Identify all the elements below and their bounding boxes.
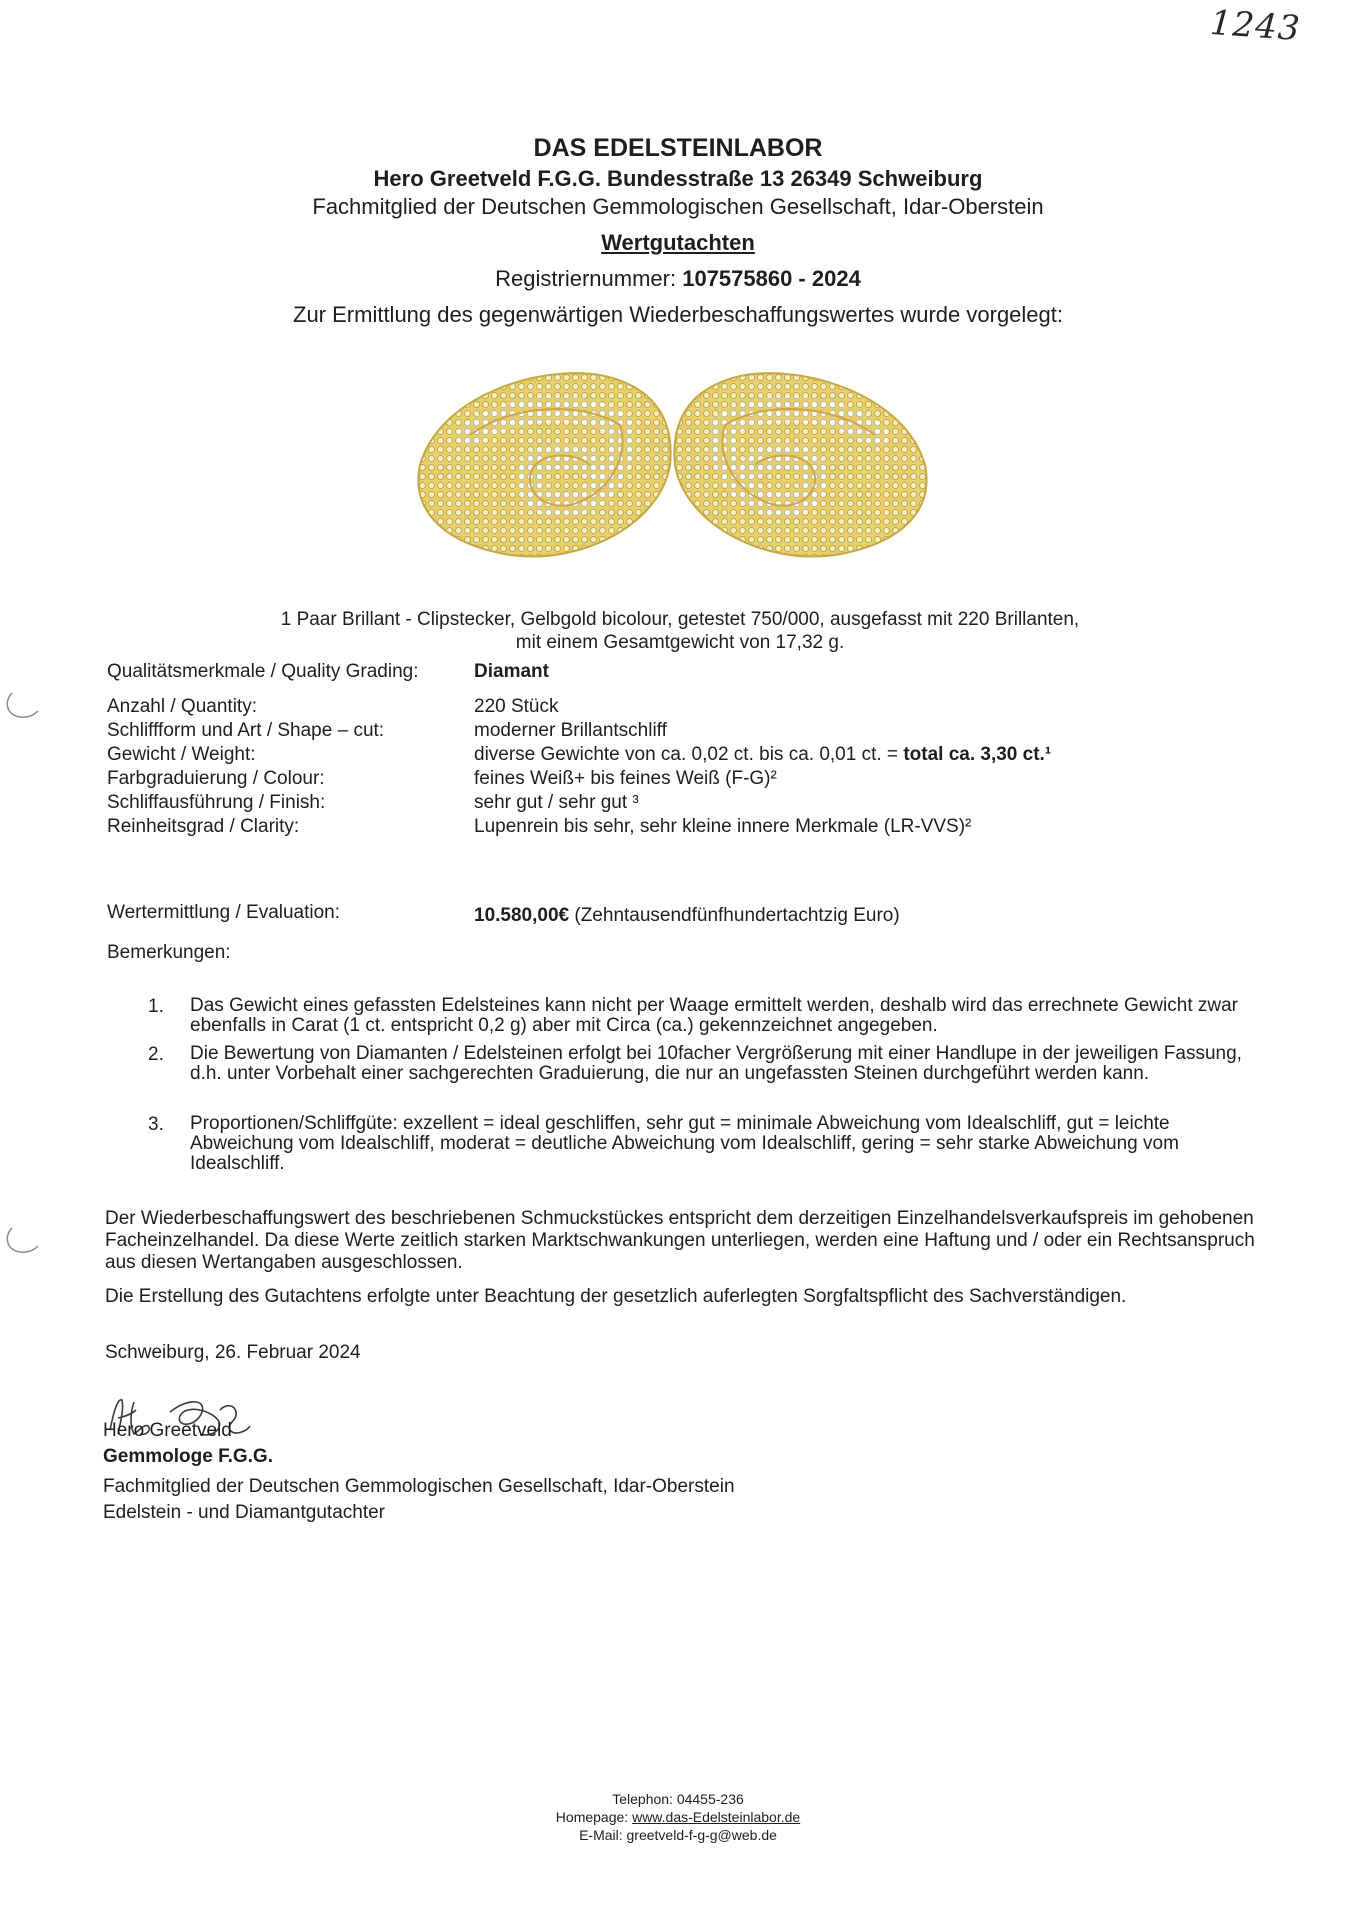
- colour-label: Farbgraduierung / Colour:: [107, 768, 325, 789]
- weight-range: diverse Gewichte von ca. 0,02 ct. bis ca. 0,01 ct. =: [474, 744, 904, 765]
- shape-label: Schliffform und Art / Shape – cut:: [107, 720, 385, 741]
- evaluation-label: Wertermittlung / Evaluation:: [107, 902, 341, 923]
- lab-name: DAS EDELSTEINLABOR: [533, 134, 823, 162]
- colour-value: feines Weiß+ bis feines Weiß (F-G)²: [474, 768, 777, 789]
- lab-membership: Fachmitglied der Deutschen Gemmologischen Gesellschaft, Idar-Oberstein: [312, 194, 1044, 219]
- signer-name: Hero Greetveld: [103, 1420, 232, 1441]
- registration-number: 107575860 - 2024: [682, 266, 861, 291]
- registration: [0, 266, 1356, 292]
- contact-footer: [0, 1790, 1356, 1844]
- note-number: 3.: [148, 1114, 164, 1135]
- note-number: 2.: [148, 1044, 164, 1065]
- quantity-value: 220 Stück: [474, 696, 559, 717]
- note-text: Das Gewicht eines gefassten Edelsteines kann nicht per Waage ermittelt werden, deshalb wird das errechnete Gewicht zwar ebenfalls in Carat (1 ct. entspricht 0,2 g) aber mit Circa (ca.) gekennzeichnet angegeben.: [190, 995, 1238, 1036]
- finish-label: Schliffausführung / Finish:: [107, 792, 326, 813]
- registration-label: Registriernummer:: [495, 266, 683, 291]
- lab-address: Hero Greetveld F.G.G. Bundesstraße 13 26349 Schweiburg: [373, 166, 983, 191]
- note-text: Proportionen/Schliffgüte: exzellent = ideal geschliffen, sehr gut = minimale Abweichung vom Idealschliff, gut = leichte Abweichung vom Idealschliff, moderat = deutliche Abweichung vom Idealschliff, gering = sehr starke Abweichung vom Idealschliff.: [190, 1113, 1179, 1174]
- signer-membership: Fachmitglied der Deutschen Gemmologischen Gesellschaft, Idar-Oberstein: [103, 1476, 735, 1497]
- intro-text: Zur Ermittlung des gegenwärtigen Wiederbeschaffungswertes wurde vorgelegt:: [293, 302, 1063, 327]
- signer-role: Edelstein - und Diamantgutachter: [103, 1502, 385, 1523]
- note-number: 1.: [148, 996, 164, 1017]
- weight-total: total ca. 3,30 ct.¹: [903, 744, 1052, 765]
- evaluation-amount: 10.580,00€: [474, 905, 570, 926]
- finish-value: sehr gut / sehr gut ³: [474, 792, 639, 813]
- clarity-label: Reinheitsgrad / Clarity:: [107, 816, 300, 837]
- grading-label: Qualitätsmerkmale / Quality Grading:: [107, 661, 419, 682]
- evaluation-amount-words: (Zehntausendfünfhundertachtzig Euro): [569, 905, 900, 926]
- weight-value: [474, 744, 1051, 766]
- item-description: [210, 608, 1150, 654]
- earring-left: [418, 373, 670, 556]
- quantity-label: Anzahl / Quantity:: [107, 696, 257, 717]
- punch-hole-top: [2, 685, 42, 725]
- signer-title: Gemmologe F.G.G.: [103, 1446, 273, 1467]
- shape-value: moderner Brillantschliff: [474, 720, 667, 741]
- contact-homepage: [0, 1808, 1356, 1826]
- item-description-line2: mit einem Gesamtgewicht von 17,32 g.: [515, 632, 845, 653]
- earring-right: [674, 373, 926, 556]
- remarks-label: Bemerkungen:: [107, 942, 231, 963]
- document-type: Wertgutachten: [601, 230, 755, 255]
- grading-value: Diamant: [474, 661, 549, 682]
- punch-hole-bottom: [2, 1220, 42, 1260]
- item-description-line1: 1 Paar Brillant - Clipstecker, Gelbgold bicolour, getestet 750/000, ausgefasst mit 220 Brillanten,: [280, 609, 1080, 630]
- handwritten-number: 1243: [1208, 2, 1302, 50]
- homepage-link[interactable]: www.das-Edelsteinlabor.de: [632, 1809, 801, 1825]
- contact-phone: Telephon: 04455-236: [612, 1791, 744, 1807]
- weight-label: Gewicht / Weight:: [107, 744, 256, 765]
- earrings-photo: [400, 355, 960, 575]
- note-text: Die Bewertung von Diamanten / Edelsteinen erfolgt bei 10facher Vergrößerung mit einer Handlupe in der jeweiligen Fassung, d.h. unter Vorbehalt einer sachgerechten Graduierung, die nur an ungefassten Steinen durchgeführt werden kann.: [190, 1043, 1242, 1084]
- contact-email[interactable]: E-Mail: greetveld-f-g-g@web.de: [579, 1827, 777, 1843]
- evaluation-value: [474, 905, 900, 927]
- clarity-value: Lupenrein bis sehr, sehr kleine innere Merkmale (LR-VVS)²: [474, 816, 972, 837]
- homepage-label: Homepage:: [555, 1809, 633, 1825]
- place-date: Schweiburg, 26. Februar 2024: [105, 1342, 361, 1363]
- diligence-statement: Die Erstellung des Gutachtens erfolgte unter Beachtung der gesetzlich auferlegten Sorgfaltspflicht des Sachverständigen.: [105, 1286, 1127, 1307]
- replacement-value-statement: Der Wiederbeschaffungswert des beschriebenen Schmuckstückes entspricht dem derzeitigen Einzelhandelsverkaufspreis im gehobenen Facheinzelhandel. Da diese Werte zeitlich starken Marktschwankungen unterliegen, werden eine Haftung und / oder ein Rechtsanspruch aus diesen Wertangaben ausgeschlossen.: [105, 1208, 1255, 1273]
